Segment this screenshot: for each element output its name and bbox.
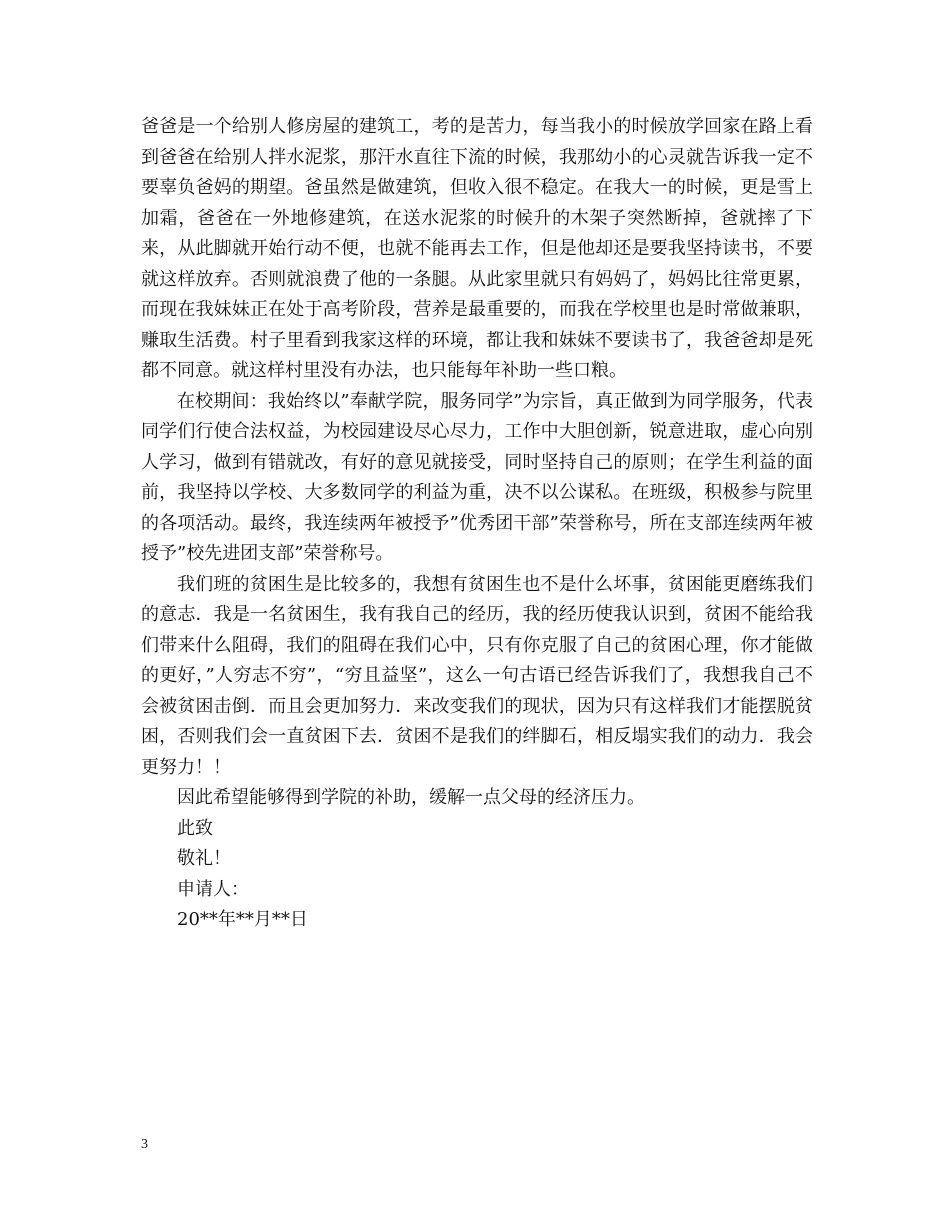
document-body bbox=[141, 112, 813, 936]
closing-salutation-1: 此致 bbox=[177, 817, 213, 839]
page-number: 3 bbox=[141, 1137, 148, 1152]
paragraph-family-situation: 爸爸是一个给别人修房屋的建筑工，考的是苦力，每当我小的时候放学回家在路上看到爸爸在给别人拌水泥浆，那汗水直往下流的时候，我那幼小的心灵就告诉我一定不要辜负爸妈的期望。爸虽然是做建筑，但收入很不稳定。在我大一的时候，更是雪上加霜，爸爸在一外地修建筑，在送水泥浆的时候升的木架子突然断掉，爸就摔了下来，从此脚就开始行动不便，也就不能再去工作，但是他却还是要我坚持读书，不要就这样放弃。否则就浪费了他的一条腿。从此家里就只有妈妈了，妈妈比往常更累，而现在我妹妹正在处于高考阶段，营养是最重要的，而我在学校里也是时常做兼职，赚取生活费。村子里看到我家这样的环境，都让我和妹妹不要读书了，我爸爸却是死都不同意。就这样村里没有办法，也只能每年补助一些口粮。 bbox=[141, 116, 813, 381]
paragraph-poverty-reflection: 我们班的贫困生是比较多的，我想有贫困生也不是什么坏事，贫困能更磨练我们的意志．我是一名贫困生，我有我自己的经历，我的经历使我认识到，贫困不能给我们带来什么阻碍，我们的阻碍在我们心中，只有你克服了自己的贫困心理，你才能做的更好，”人穷志不穷”，“穷且益坚”，这么一句古语已经告诉我们了，我想我自己不会被贫困击倒．而且会更加努力．来改变我们的现状，因为只有这样我们才能摆脱贫困，否则我们会一直贫困下去．贫困不是我们的绊脚石，相反塌实我们的动力．我会更努力！！ bbox=[141, 573, 813, 778]
date-line: 20**年**月**日 bbox=[177, 909, 308, 930]
paragraph-school-service: 在校期间：我始终以”奉献学院，服务同学”为宗旨，真正做到为同学服务，代表同学们行使合法权益，为校园建设尽心尽力，工作中大胆创新，锐意进取，虚心向别人学习，做到有错就改，有好的意见就接受，同时坚持自己的原则；在学生利益的面前，我坚持以学校、大多数同学的利益为重，决不以公谋私。在班级，积极参与院里的各项活动。最终，我连续两年被授予”优秀团干部”荣誉称号，所在支部连续两年被授予”校先进团支部”荣誉称号。 bbox=[141, 390, 813, 564]
paragraph-request: 因此希望能够得到学院的补助，缓解一点父母的经济压力。 bbox=[177, 787, 645, 808]
applicant-label: 申请人： bbox=[177, 878, 249, 900]
closing-salutation-2: 敬礼！ bbox=[177, 848, 231, 869]
